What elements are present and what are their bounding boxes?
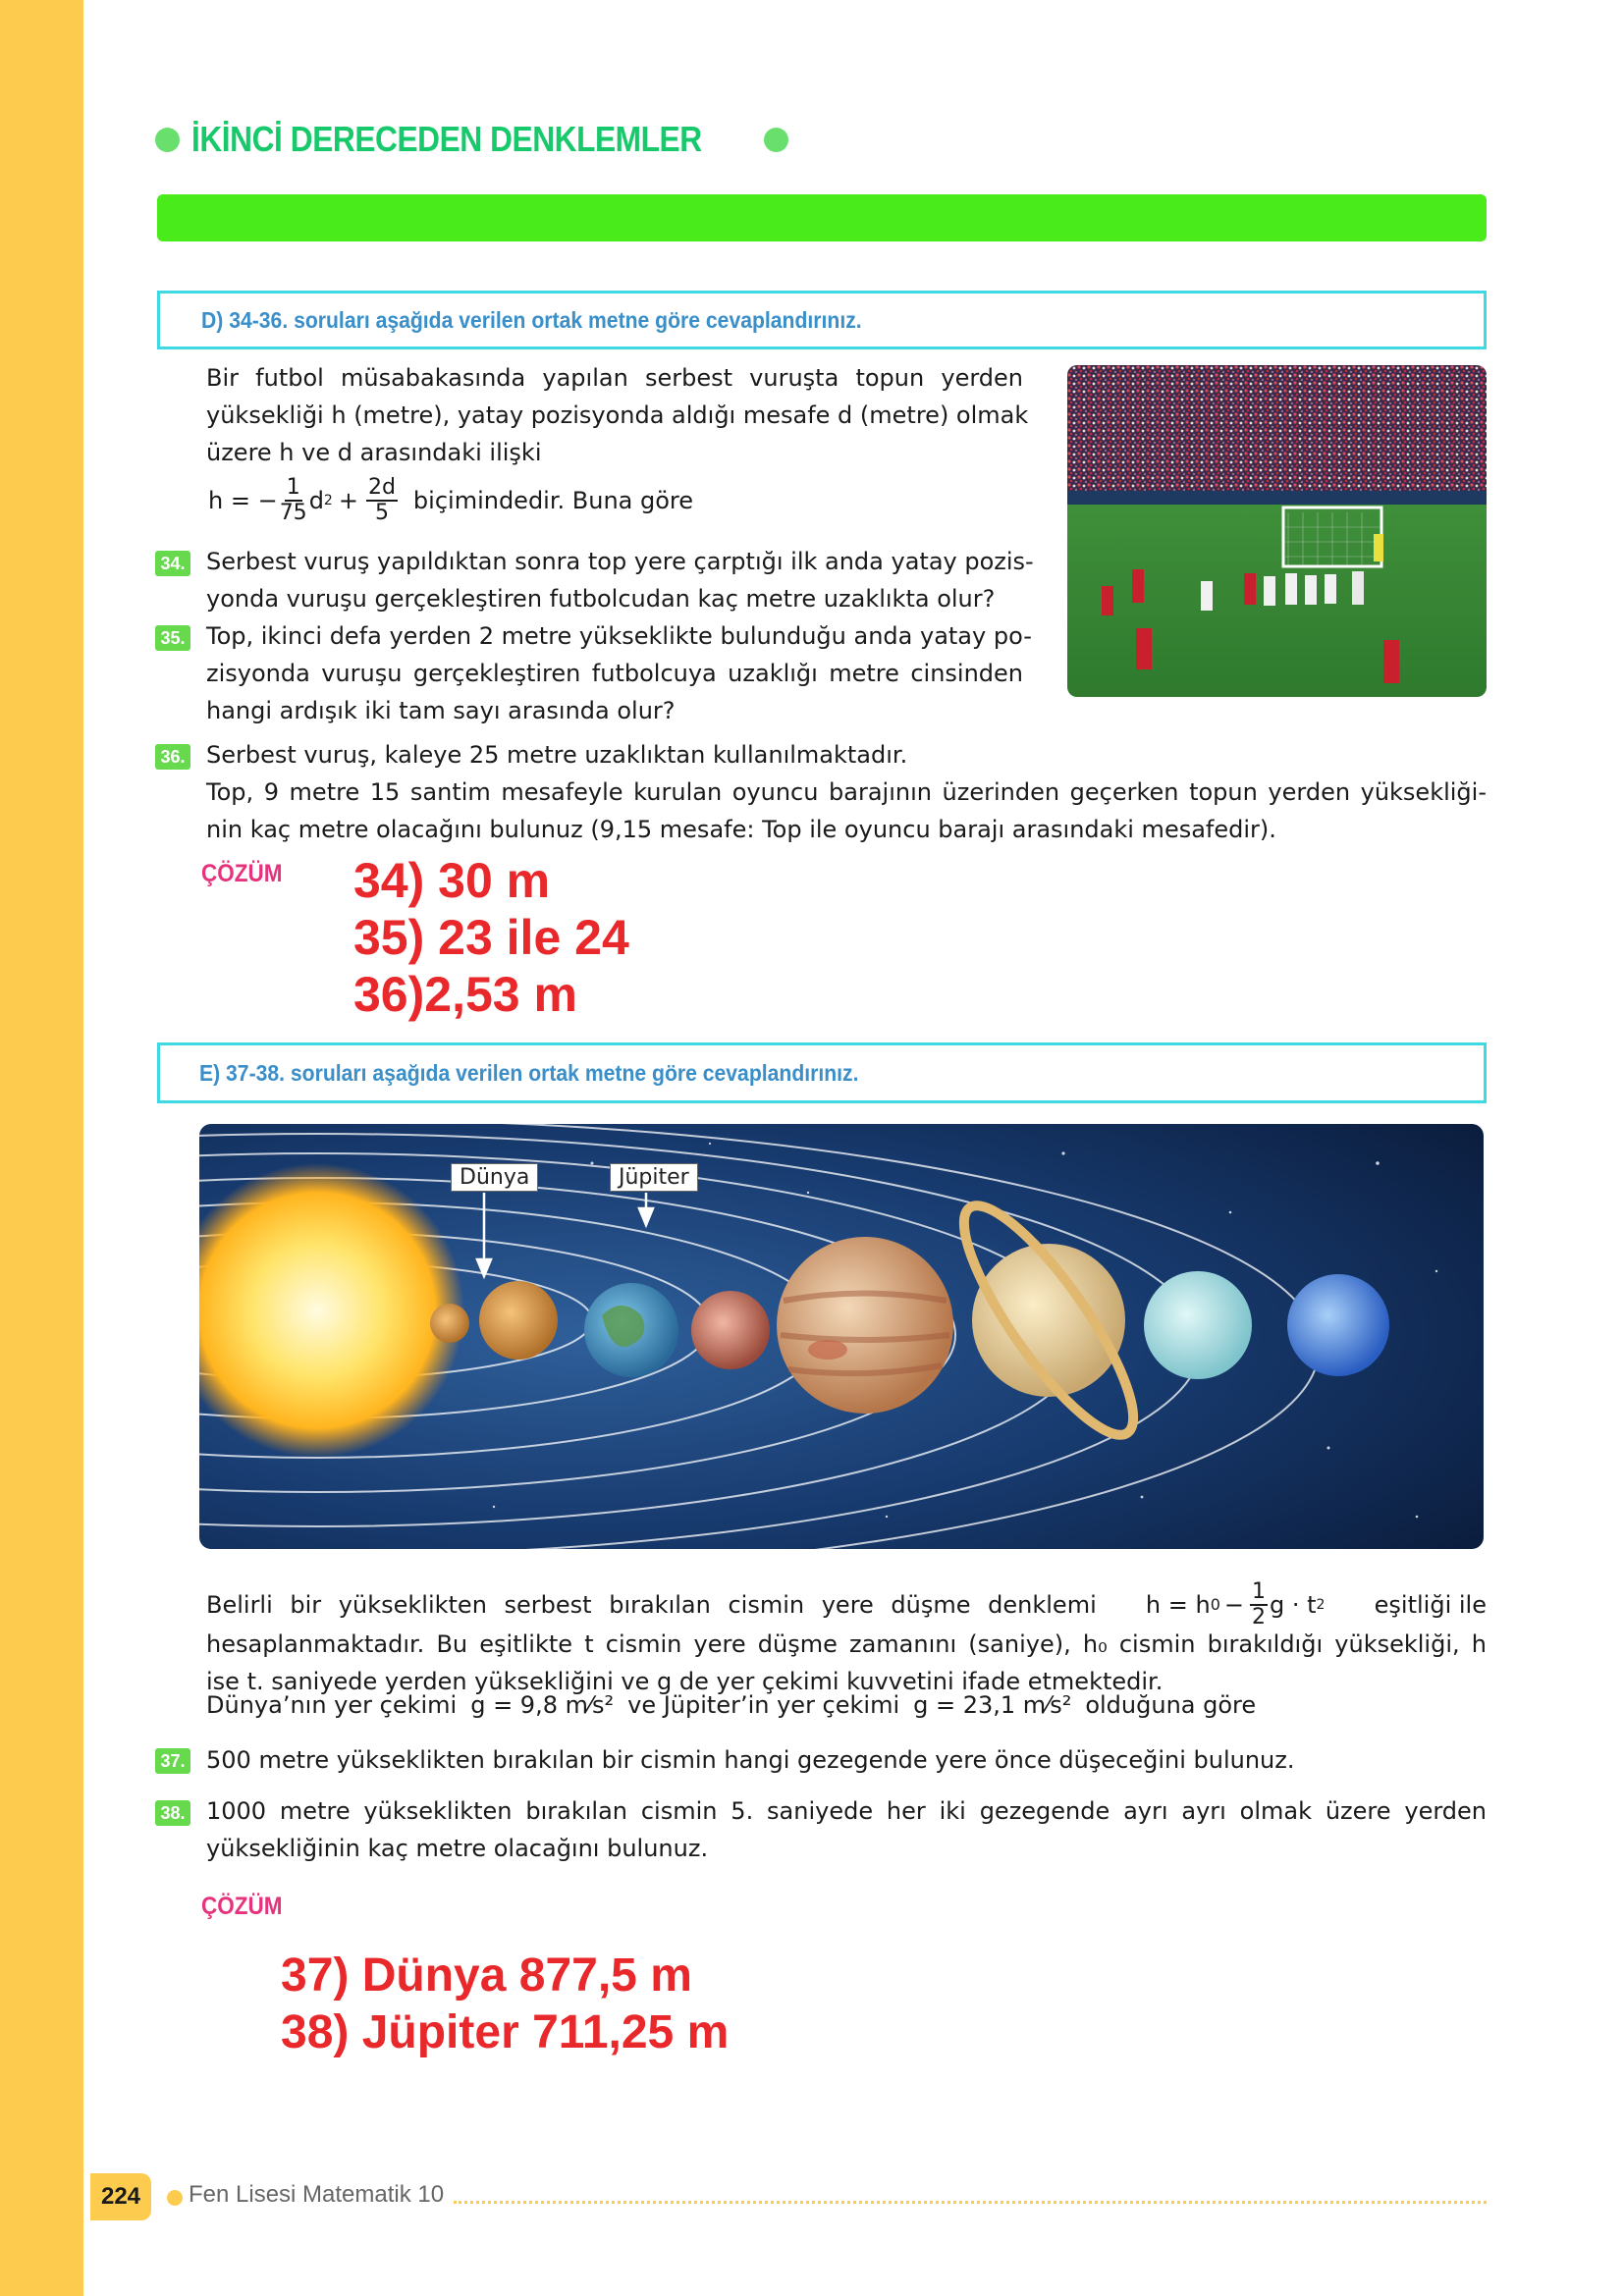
fraction-denominator: 2 xyxy=(1252,1605,1267,1629)
answer-34: 34) 30 m xyxy=(353,853,551,908)
page-side-strip xyxy=(0,0,83,2296)
question-line: Top, 9 metre 15 santim mesafeyle kurulan oyuncu barajının üzerinden geçerken topun yerden yüksekliği- xyxy=(206,778,1487,806)
solar-system-image xyxy=(199,1124,1484,1549)
text-segment: olduğuna göre xyxy=(1085,1691,1257,1719)
intro-line: Bir futbol müsabakasında yapılan serbest vuruşta topun yerden xyxy=(206,364,1023,392)
question-line: 500 metre yükseklikten bırakılan bir cismin hangi gezegende yere önce düşeceğini bulunuz. xyxy=(206,1746,1295,1774)
book-title: Fen Lisesi Matematik 10 xyxy=(189,2181,445,2208)
gravity-line xyxy=(206,1684,1256,1726)
question-line: Serbest vuruş yapıldıktan sonra top yere çarptığı ilk anda yatay pozis- xyxy=(206,548,1034,575)
text-segment: Dünya’nın yer çekimi xyxy=(206,1691,458,1719)
section-d-intro xyxy=(206,359,1029,471)
footer-dotted-rule xyxy=(454,2201,1487,2204)
football-free-kick-photo xyxy=(1067,365,1487,697)
question-line: Serbest vuruş, kaleye 25 metre uzaklıktan kullanılmaktadır. xyxy=(206,741,908,769)
paragraph-line: hesaplanmaktadır. Bu eşitlikte t cismin yere düşme zamanını (saniye), h₀ cismin bırakıldığı yüksekliği, h xyxy=(206,1630,1487,1658)
answer-36: 36)2,53 m xyxy=(353,967,577,1022)
equation-h: h = h xyxy=(1145,1591,1211,1619)
solution-label: ÇÖZÜM xyxy=(201,860,283,887)
section-e-heading-box xyxy=(157,1042,1487,1103)
question-number-badge: 34. xyxy=(155,551,190,576)
solar-system-graphic xyxy=(199,1124,1484,1549)
question-35 xyxy=(206,617,1032,729)
formula-fraction xyxy=(280,476,307,525)
answer-37: 37) Dünya 877,5 m xyxy=(281,1949,692,2002)
question-36 xyxy=(206,736,1487,848)
intro-line: yüksekliği h (metre), yatay pozisyonda aldığı mesafe d (metre) olmak xyxy=(206,401,1029,429)
football-photo-graphic xyxy=(1067,365,1487,697)
fraction-numerator: 1 xyxy=(1252,1579,1267,1604)
question-line: nin kaç metre olacağını bulunuz (9,15 mesafe: Top ile oyuncu barajı arasındaki mesafedir). xyxy=(206,816,1276,843)
equation-subscript: 0 xyxy=(1210,1595,1220,1614)
section-banner xyxy=(157,194,1487,241)
equation-minus: − xyxy=(1223,1591,1245,1619)
section-e-heading: E) 37-38. soruları aşağıda verilen ortak metne göre cevaplandırınız. xyxy=(199,1059,859,1086)
formula-lhs: h = − xyxy=(208,487,278,514)
equation-gt: g · t xyxy=(1270,1591,1317,1619)
question-number-badge: 35. xyxy=(155,625,190,651)
fraction-denominator: 5 xyxy=(374,501,389,525)
fraction-numerator: 2d xyxy=(367,475,396,500)
paragraph-line: ise t. saniyede yerden yüksekliğini ve g de yer çekimi kuvvetini ifade etmektedir. xyxy=(206,1668,1164,1695)
question-line: yonda vuruşu gerçekleştiren futbolcudan kaç metre uzaklıkta olur? xyxy=(206,585,996,613)
fraction-numerator: 1 xyxy=(286,475,300,500)
jupiter-label: Jüpiter xyxy=(610,1163,698,1192)
equation-fraction xyxy=(1250,1580,1268,1629)
section-d-heading: D) 34-36. soruları aşağıda verilen ortak metne göre cevaplandırınız. xyxy=(201,306,862,333)
bullet-dot-icon xyxy=(764,128,788,152)
solution-label: ÇÖZÜM xyxy=(201,1893,283,1920)
question-34 xyxy=(206,543,1034,617)
answer-35: 35) 23 ile 24 xyxy=(353,910,629,965)
question-line: zisyonda vuruşu gerçekleştiren futbolcuya uzaklığı metre cinsinden xyxy=(206,660,1023,687)
question-number-badge: 36. xyxy=(155,744,190,770)
formula-tail: biçimindedir. Buna göre xyxy=(412,487,694,514)
question-line: hangi ardışık iki tam sayı arasında olur? xyxy=(206,697,676,724)
footer-bullet-icon xyxy=(167,2190,183,2206)
intro-line: üzere h ve d arasındaki ilişki xyxy=(206,439,542,466)
chapter-heading xyxy=(155,114,788,165)
page-number: 224 xyxy=(90,2173,151,2220)
formula-exponent: 2 xyxy=(323,493,333,508)
bullet-dot-icon xyxy=(155,128,180,152)
chapter-title: İKİNCİ DERECEDEN DENKLEMLER xyxy=(191,119,702,159)
question-number-badge: 38. xyxy=(155,1800,190,1826)
equation-exponent: 2 xyxy=(1316,1597,1326,1613)
free-fall-line-1 xyxy=(206,1579,1487,1629)
jupiter-gravity: g = 23,1 m⁄s² xyxy=(913,1691,1072,1719)
question-line: 1000 metre yükseklikten bırakılan cismin 5. saniyede her iki gezegende ayrı ayrı olmak üzere yerden xyxy=(206,1797,1487,1825)
text-segment: Belirli bir yükseklikten serbest bırakılan cismin yere düşme denklemi xyxy=(206,1591,1097,1619)
formula-fraction xyxy=(366,476,398,525)
question-number-badge: 37. xyxy=(155,1748,190,1774)
question-line: yüksekliğinin kaç metre olacağını bulunuz. xyxy=(206,1835,709,1862)
answer-38: 38) Jüpiter 711,25 m xyxy=(281,2006,730,2058)
formula-plus: + xyxy=(338,487,358,514)
free-fall-equation xyxy=(1146,1580,1326,1629)
section-d-heading-box xyxy=(157,291,1487,349)
formula-variable: d xyxy=(308,487,324,514)
earth-label: Dünya xyxy=(451,1163,538,1192)
earth-gravity: g = 9,8 m⁄s² xyxy=(470,1691,615,1719)
fraction-denominator: 75 xyxy=(279,501,307,525)
football-formula xyxy=(208,473,693,528)
text-segment: ve Jüpiter’in yer çekimi xyxy=(627,1691,900,1719)
question-38 xyxy=(206,1792,1487,1867)
question-37 xyxy=(206,1741,1487,1779)
text-segment: eşitliği ile xyxy=(1374,1591,1487,1619)
question-line: Top, ikinci defa yerden 2 metre yükseklikte bulunduğu anda yatay po- xyxy=(206,622,1032,650)
